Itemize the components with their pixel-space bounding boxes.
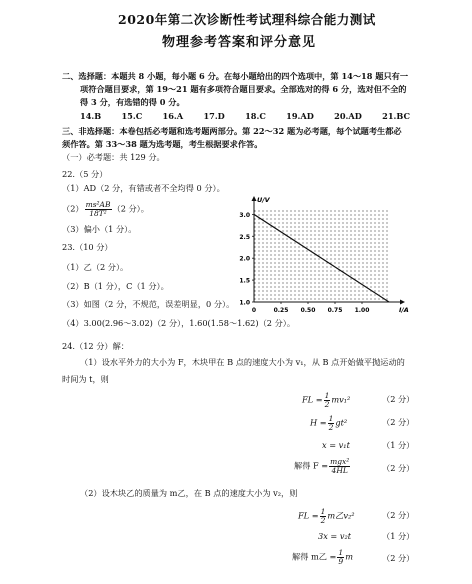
q24-eq4: 解得 F = $\frac{\text{mgx²}}{4HL}$ [294, 457, 350, 475]
answer-17: 17.D [203, 111, 225, 121]
y-tick-label: 1.5 [239, 277, 250, 285]
answer-16: 16.A [162, 111, 184, 121]
q24-eq6-score: （1 分） [382, 531, 415, 541]
answer-21: 21.BC [382, 111, 410, 121]
x-tick-label: 0.50 [300, 307, 316, 314]
ui-graph [230, 190, 420, 320]
choice-answers [80, 111, 410, 122]
q22-answer-2: （2） $\frac{\text{ms²AB}}{\text{18T²}}$ （2 分）。 [62, 200, 149, 218]
q24-eq4-score: （2 分） [382, 463, 415, 473]
q24-eq7-score: （2 分） [382, 553, 415, 563]
x-tick-label: 0 [251, 307, 257, 314]
y-tick-label: 2.5 [239, 233, 250, 241]
x-tick-label: 1.00 [354, 307, 370, 314]
q23-head: 23.（10 分） [62, 242, 113, 252]
q22-answer-3: （3）偏小（1 分）。 [62, 224, 137, 234]
q22-frac-num: ms²AB [85, 200, 111, 209]
q23-answer-3: （3）如图（2 分，不规范，误差明显，0 分）。 [62, 299, 235, 309]
q24-part1-line1: （1）设水平外力的大小为 F，木块甲在 B 点的速度大小为 v₁，从 B 点开始做平抛运动的 [80, 357, 405, 367]
y-tick-label: 2.0 [239, 255, 250, 263]
section2-line3: 得 3 分，有选错的得 0 分。 [80, 97, 185, 107]
x-axis-label: I/A [399, 306, 409, 314]
q24-eq2-score: （2 分） [382, 417, 415, 427]
q24-part1-line2: 时间为 t，则 [62, 374, 109, 384]
answer-15: 15.C [121, 111, 143, 121]
q24-eq5-score: （2 分） [382, 510, 415, 520]
x-tick-label: 0.75 [327, 307, 343, 314]
q24-eq1-score: （2 分） [382, 394, 415, 404]
x-tick-label: 0.25 [273, 307, 289, 314]
q24-eq7: 解得 m乙 = $\frac{1}{9}$ m [292, 548, 353, 566]
section2-line2: 项符合题目要求，第 19～21 题有多项符合题目要求。全部选对的得 6 分，选对但不全的 [80, 84, 407, 94]
q24-eq3-score: （1 分） [382, 440, 415, 450]
q22-head: 22.（5 分） [62, 169, 108, 179]
answer-14: 14.B [80, 111, 102, 121]
answer-20: 20.AD [334, 111, 362, 121]
section2-line1: 二、选择题：本题共 8 小题，每小题 6 分。在每小题给出的四个选项中，第 14～18 题只有一 [62, 71, 409, 81]
q22-frac-den: 18T² [89, 209, 107, 218]
q24-eq3: x = v₁t [322, 440, 350, 450]
section3-line3: （一）必考题：共 129 分。 [62, 152, 165, 162]
q22-answer-1: （1）AD（2 分，有错或者不全均得 0 分）。 [62, 183, 225, 193]
q23-answer-1: （1）乙（2 分）。 [62, 262, 129, 272]
y-tick-label: 3.0 [239, 211, 250, 219]
q24-eq2: H = $\frac{1}{2}$ gt² [310, 414, 348, 432]
q24-eq5: FL = $\frac{1}{2}$ m乙v₂² [298, 507, 355, 525]
q24-eq1: FL = $\frac{1}{2}$ mv₁² [302, 391, 351, 409]
q24-eq6: 3x = v₂t [318, 531, 352, 541]
q23-answer-2: （2）B（1 分），C（1 分）。 [62, 281, 169, 291]
answer-19: 19.AD [286, 111, 314, 121]
q24-part2-line1: （2）设木块乙的质量为 m乙，在 B 点的速度大小为 v₂，则 [80, 488, 298, 498]
section3-line2: 须作答。第 33～38 题为选考题，考生根据要求作答。 [62, 139, 263, 149]
answer-18: 18.C [245, 111, 266, 121]
page-title: 2020年第二次诊断性考试理科综合能力测试 [118, 12, 376, 27]
section3-line1: 三、非选择题：本卷包括必考题和选考题两部分。第 22～32 题为必考题，每个试题考生都必 [62, 126, 402, 136]
y-axis-label: U/V [257, 196, 270, 204]
x-axis-arrow [400, 300, 405, 305]
y-axis-arrow [252, 196, 257, 201]
y-tick-label: 1.0 [239, 299, 250, 307]
q24-head: 24.（12 分）解： [62, 341, 129, 351]
q23-answer-4: （4）3.00(2.96～3.02)（2 分），1.60(1.58～1.62)（2 分）。 [62, 318, 296, 328]
page-subtitle: 物理参考答案和评分意见 [162, 35, 317, 50]
